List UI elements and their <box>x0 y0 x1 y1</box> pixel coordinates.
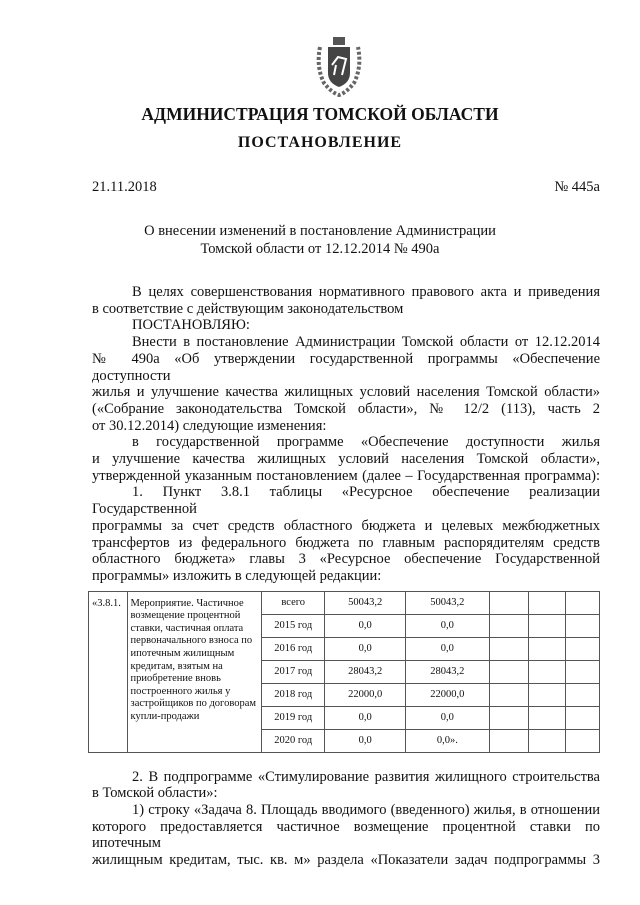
cell-empty <box>565 706 599 729</box>
cell-regional: 0,0 <box>405 706 489 729</box>
cell-empty <box>529 614 565 637</box>
cell-empty <box>565 683 599 706</box>
document-type: ПОСТАНОВЛЕНИЕ <box>237 134 403 151</box>
document-content <box>88 284 600 869</box>
text-line: жилья и улучшение качества жилищных условий населения Томской области» <box>92 384 600 401</box>
cell-total: 28043,2 <box>325 660 405 683</box>
document-number: № 445а <box>554 179 600 195</box>
text-line: областного бюджета» главы 3 «Ресурсное обеспечение Государственной <box>92 551 600 568</box>
cell-regional: 0,0 <box>405 637 489 660</box>
text-line: утвержденной указанным постановлением (далее – Государственная программа): <box>92 467 600 484</box>
text-line: и улучшение качества жилищных условий населения Томской области», <box>92 451 600 468</box>
text-line: 1) строку «Задача 8. Площадь вводимого (введенного) жилья, в отношении <box>132 802 600 819</box>
cell-empty <box>489 729 529 752</box>
cell-regional: 22000,0 <box>405 683 489 706</box>
text-line: № 490а «Об утверждении государственной программы «Обеспечение доступности <box>92 350 600 384</box>
text-line: Внести в постановление Администрации Томской области от 12.12.2014 <box>132 334 600 351</box>
cell-empty <box>489 591 529 614</box>
item-description: Мероприятие. Частичное возмещение процентной ставки, частичная оплата первоначального взноса по ипотечным жилищным кредитам, взятым на приобретение вновь построенного жилья у застройщиков по договорам купли-продажи <box>127 591 261 752</box>
cell-empty <box>529 706 565 729</box>
cell-empty <box>489 683 529 706</box>
text-line: ПОСТАНОВЛЯЮ: <box>132 317 250 334</box>
cell-regional: 0,0». <box>405 729 489 752</box>
text-line: В целях совершенствования нормативного правового акта и приведения <box>132 284 600 300</box>
text-line: в соответствие с действующим законодательством <box>92 300 404 317</box>
cell-empty <box>565 660 599 683</box>
resource-table <box>88 591 600 753</box>
cell-empty <box>529 591 565 614</box>
text-line: программы» изложить в следующей редакции: <box>92 567 382 584</box>
cell-empty <box>565 637 599 660</box>
cell-total: 0,0 <box>325 706 405 729</box>
cell-period: 2018 год <box>261 683 325 706</box>
body-text-continued <box>92 769 600 869</box>
cell-period: 2016 год <box>261 637 325 660</box>
cell-empty <box>489 637 529 660</box>
cell-total: 0,0 <box>325 614 405 637</box>
text-line: в государственной программе «Обеспечение доступности жилья <box>132 434 600 451</box>
cell-empty <box>529 683 565 706</box>
cell-empty <box>529 660 565 683</box>
cell-total: 0,0 <box>325 637 405 660</box>
text-line: жилищным кредитам, тыс. кв. м» раздела «Показатели задач подпрограммы 3 <box>92 852 600 869</box>
cell-regional: 28043,2 <box>405 660 489 683</box>
cell-empty <box>565 591 599 614</box>
coat-of-arms-emblem <box>316 33 362 97</box>
cell-empty <box>529 729 565 752</box>
cell-period: 2019 год <box>261 706 325 729</box>
cell-regional: 0,0 <box>405 614 489 637</box>
body-text <box>92 284 600 585</box>
text-line: трансфертов из федерального бюджета по главным распорядителям средств <box>92 534 600 551</box>
text-line: программы за счет средств областного бюджета и целевых межбюджетных <box>92 517 600 534</box>
document-subject <box>0 222 640 258</box>
cell-empty <box>529 637 565 660</box>
organization-title: АДМИНИСТРАЦИЯ ТОМСКОЙ ОБЛАСТИ <box>141 104 499 124</box>
cell-empty <box>565 729 599 752</box>
text-line: («Собрание законодательства Томской области», № 12/2 (113), часть 2 <box>92 400 600 417</box>
cell-empty <box>565 614 599 637</box>
cell-total: 0,0 <box>325 729 405 752</box>
table-row <box>89 591 600 614</box>
cell-period: 2015 год <box>261 614 325 637</box>
text-line: которого предоставляется частичное возмещение процентной ставки по ипотечным <box>92 818 600 852</box>
document-date: 21.11.2018 <box>92 179 157 195</box>
cell-regional: 50043,2 <box>405 591 489 614</box>
cell-period: 2017 год <box>261 660 325 683</box>
subject-line: О внесении изменений в постановление Администрации <box>144 223 496 239</box>
subject-line: Томской области от 12.12.2014 № 490а <box>200 241 440 257</box>
item-code: «3.8.1. <box>89 591 128 752</box>
cell-empty <box>489 706 529 729</box>
cell-total: 50043,2 <box>325 591 405 614</box>
text-line: от 30.12.2014) следующие изменения: <box>92 417 327 434</box>
cell-empty <box>489 614 529 637</box>
cell-empty <box>489 660 529 683</box>
text-line: 2. В подпрограмме «Стимулирование развития жилищного строительства <box>132 768 600 785</box>
cell-period: всего <box>261 591 325 614</box>
text-line: 1. Пункт 3.8.1 таблицы «Ресурсное обеспечение реализации Государственной <box>92 484 600 518</box>
cell-total: 22000,0 <box>325 683 405 706</box>
cell-period: 2020 год <box>261 729 325 752</box>
text-line: в Томской области»: <box>92 785 218 802</box>
